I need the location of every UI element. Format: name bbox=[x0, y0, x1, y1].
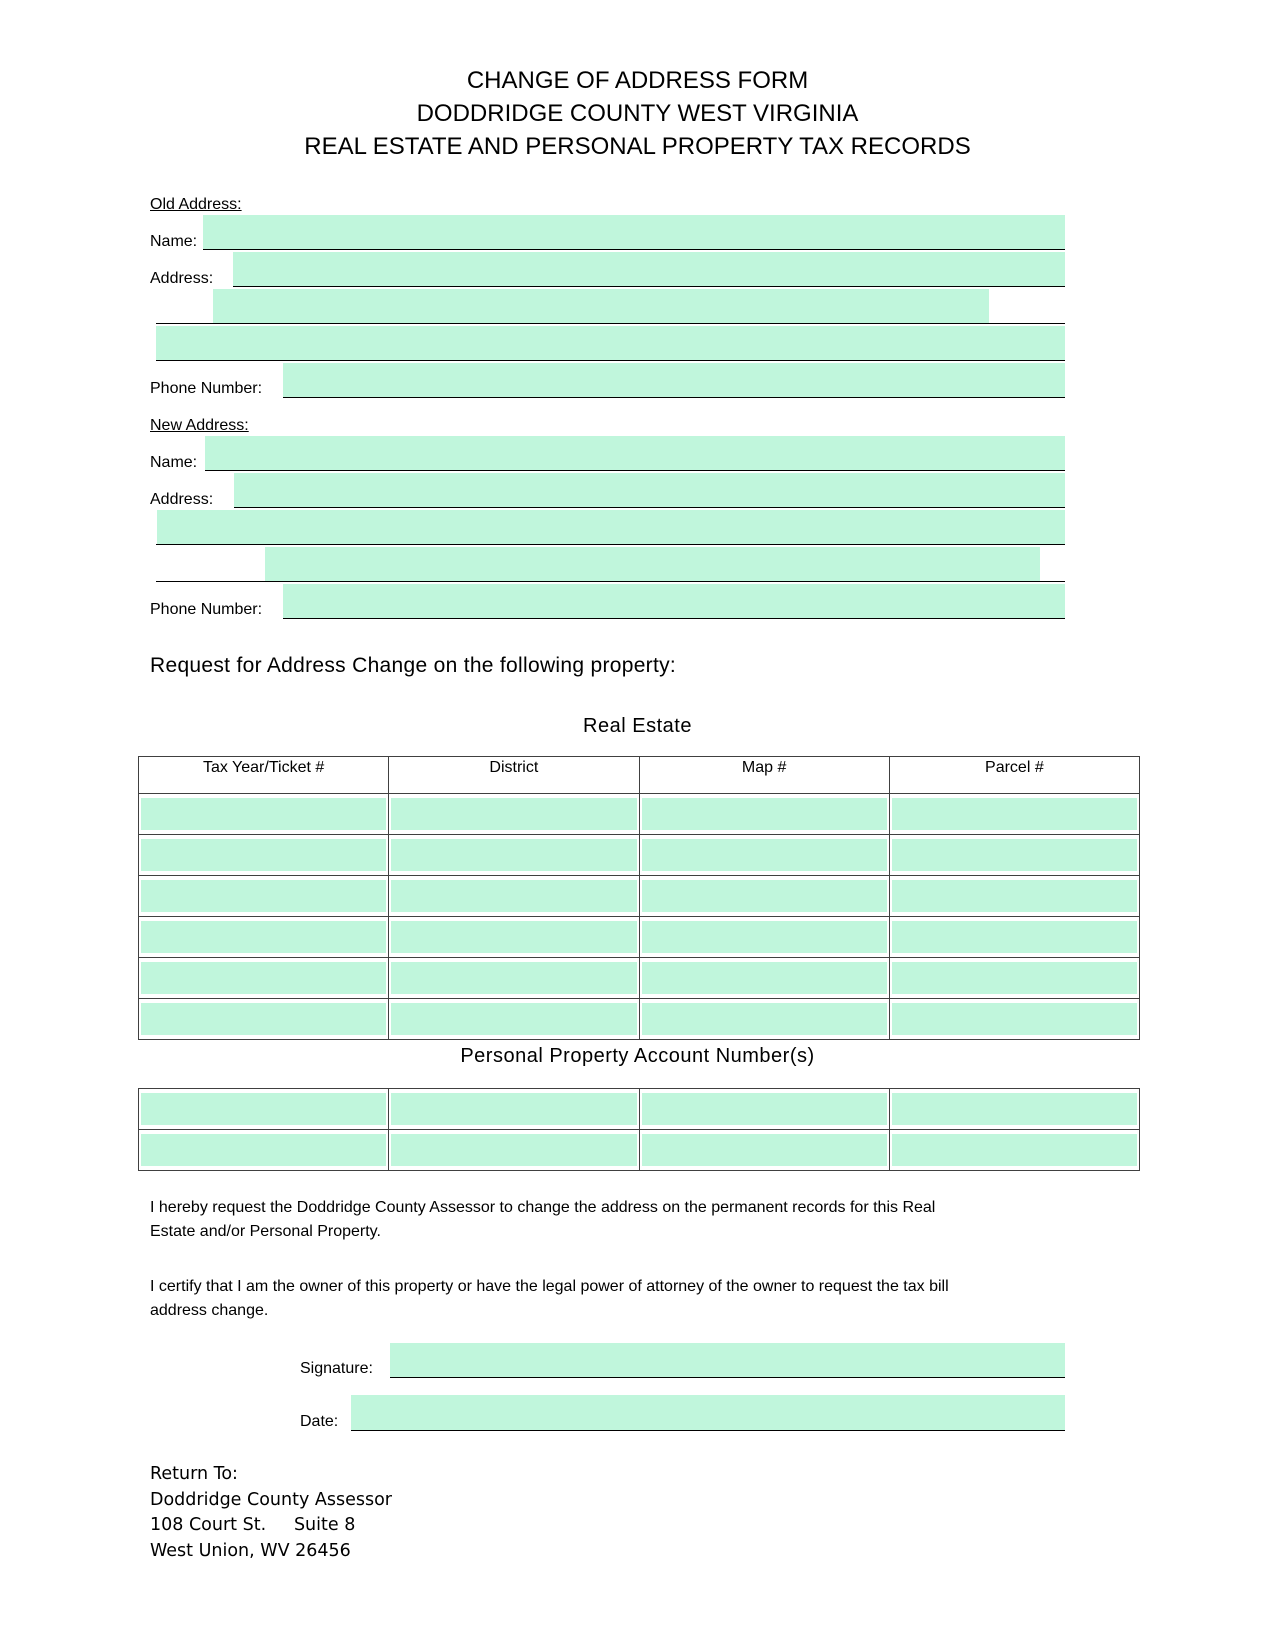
table-cell bbox=[889, 958, 1139, 999]
new-address-line2-input[interactable] bbox=[157, 510, 1065, 544]
new-phone-input[interactable] bbox=[283, 584, 1065, 618]
district-input[interactable] bbox=[391, 921, 636, 953]
old-phone-input[interactable] bbox=[283, 363, 1065, 397]
table-cell bbox=[389, 1089, 639, 1130]
old-phone-underline bbox=[283, 397, 1065, 398]
new-address-heading: New Address: bbox=[150, 417, 249, 434]
new-name-underline bbox=[205, 470, 1065, 471]
old-name-underline bbox=[203, 249, 1065, 250]
old-address-line3-input[interactable] bbox=[156, 326, 1065, 360]
table-row bbox=[139, 1089, 1140, 1130]
old-address-label: Address: bbox=[150, 270, 214, 287]
table-cell bbox=[639, 876, 889, 917]
parcel-input[interactable] bbox=[892, 839, 1137, 871]
map-input[interactable] bbox=[642, 1003, 887, 1035]
table-cell bbox=[389, 1130, 639, 1171]
map-input[interactable] bbox=[642, 798, 887, 830]
tax-year-input[interactable] bbox=[141, 839, 386, 871]
real-estate-title: Real Estate bbox=[583, 715, 692, 737]
parcel-input[interactable] bbox=[892, 798, 1137, 830]
table-cell bbox=[389, 835, 639, 876]
parcel-input[interactable] bbox=[892, 962, 1137, 994]
old-address-heading: Old Address: bbox=[150, 196, 242, 213]
date-label: Date: bbox=[300, 1413, 339, 1430]
district-input[interactable] bbox=[391, 880, 636, 912]
signature-label: Signature: bbox=[300, 1360, 373, 1377]
district-input[interactable] bbox=[391, 839, 636, 871]
request-heading: Request for Address Change on the following property: bbox=[150, 654, 677, 677]
certify-statement-line1: I certify that I am the owner of this property or have the legal power of attorney of the owner to request the tax bill bbox=[150, 1278, 949, 1295]
old-address-line3-underline bbox=[156, 360, 1065, 361]
new-phone-label: Phone Number: bbox=[150, 601, 263, 618]
real-estate-table bbox=[138, 756, 1140, 1040]
parcel-input[interactable] bbox=[892, 921, 1137, 953]
new-address-line1-underline bbox=[234, 507, 1065, 508]
old-address-line2-underline bbox=[156, 323, 1065, 324]
table-cell bbox=[139, 1089, 389, 1130]
table-cell bbox=[139, 917, 389, 958]
table-cell bbox=[389, 999, 639, 1040]
table-cell bbox=[889, 999, 1139, 1040]
table-row bbox=[139, 917, 1140, 958]
table-cell bbox=[389, 876, 639, 917]
account-number-input[interactable] bbox=[642, 1134, 887, 1166]
new-name-input[interactable] bbox=[205, 436, 1065, 470]
table-cell bbox=[139, 999, 389, 1040]
map-input[interactable] bbox=[642, 921, 887, 953]
table-cell bbox=[389, 917, 639, 958]
account-number-input[interactable] bbox=[141, 1093, 386, 1125]
county-title: DODDRIDGE COUNTY WEST VIRGINIA bbox=[416, 100, 859, 127]
tax-year-input[interactable] bbox=[141, 921, 386, 953]
new-address-line2-underline bbox=[156, 544, 1065, 545]
map-input[interactable] bbox=[642, 962, 887, 994]
return-to-label: Return To: bbox=[150, 1464, 238, 1484]
table-cell bbox=[139, 1130, 389, 1171]
table-cell bbox=[639, 1089, 889, 1130]
column-header-tax-year: Tax Year/Ticket # bbox=[139, 757, 389, 794]
request-statement-line2: Estate and/or Personal Property. bbox=[150, 1223, 381, 1240]
table-row bbox=[139, 794, 1140, 835]
table-cell bbox=[139, 958, 389, 999]
table-cell bbox=[889, 794, 1139, 835]
district-input[interactable] bbox=[391, 1003, 636, 1035]
map-input[interactable] bbox=[642, 839, 887, 871]
table-cell bbox=[639, 917, 889, 958]
account-number-input[interactable] bbox=[391, 1134, 636, 1166]
old-address-line1-underline bbox=[233, 286, 1065, 287]
table-cell bbox=[889, 1089, 1139, 1130]
table-cell bbox=[889, 1130, 1139, 1171]
table-row bbox=[139, 1130, 1140, 1171]
old-name-input[interactable] bbox=[203, 215, 1065, 249]
new-address-line1-input[interactable] bbox=[234, 473, 1065, 507]
date-input[interactable] bbox=[351, 1395, 1065, 1430]
column-header-parcel: Parcel # bbox=[889, 757, 1139, 794]
table-row bbox=[139, 958, 1140, 999]
date-underline bbox=[351, 1430, 1065, 1431]
table-cell bbox=[139, 835, 389, 876]
table-cell bbox=[639, 835, 889, 876]
table-cell bbox=[639, 794, 889, 835]
account-number-input[interactable] bbox=[391, 1093, 636, 1125]
return-street: 108 Court St. Suite 8 bbox=[150, 1515, 356, 1535]
form-title: CHANGE OF ADDRESS FORM bbox=[466, 67, 809, 94]
return-office: Doddridge County Assessor bbox=[150, 1489, 393, 1510]
return-address-block bbox=[150, 1462, 392, 1564]
return-city: West Union, WV 26456 bbox=[150, 1540, 351, 1561]
table-cell bbox=[139, 876, 389, 917]
request-statement-line1: I hereby request the Doddridge County Assessor to change the address on the permanent records for this Real bbox=[150, 1199, 936, 1216]
old-name-label: Name: bbox=[150, 233, 198, 250]
new-address-line3-input[interactable] bbox=[265, 547, 1040, 581]
parcel-input[interactable] bbox=[892, 1003, 1137, 1035]
old-address-line1-input[interactable] bbox=[233, 252, 1065, 286]
map-input[interactable] bbox=[642, 880, 887, 912]
signature-underline bbox=[390, 1377, 1065, 1378]
district-input[interactable] bbox=[391, 798, 636, 830]
table-cell bbox=[389, 958, 639, 999]
table-row bbox=[139, 835, 1140, 876]
request-statement bbox=[150, 1196, 1030, 1244]
signature-input[interactable] bbox=[390, 1343, 1065, 1377]
certify-statement-line2: address change. bbox=[150, 1302, 269, 1319]
new-address-label: Address: bbox=[150, 491, 214, 508]
column-header-district: District bbox=[389, 757, 639, 794]
tax-year-input[interactable] bbox=[141, 880, 386, 912]
new-phone-underline bbox=[283, 618, 1065, 619]
table-cell bbox=[639, 958, 889, 999]
certify-statement bbox=[150, 1275, 1030, 1323]
tax-year-input[interactable] bbox=[141, 1003, 386, 1035]
account-number-input[interactable] bbox=[892, 1134, 1137, 1166]
table-cell bbox=[639, 1130, 889, 1171]
table-header-row bbox=[139, 757, 1140, 794]
table-cell bbox=[889, 876, 1139, 917]
table-cell bbox=[889, 917, 1139, 958]
table-cell bbox=[889, 835, 1139, 876]
column-header-map: Map # bbox=[639, 757, 889, 794]
account-number-input[interactable] bbox=[892, 1093, 1137, 1125]
district-input[interactable] bbox=[391, 962, 636, 994]
parcel-input[interactable] bbox=[892, 880, 1137, 912]
new-address-line3-underline bbox=[156, 581, 1065, 582]
table-row bbox=[139, 876, 1140, 917]
table-cell bbox=[639, 999, 889, 1040]
table-cell bbox=[389, 794, 639, 835]
tax-year-input[interactable] bbox=[141, 962, 386, 994]
old-phone-label: Phone Number: bbox=[150, 380, 263, 397]
account-number-input[interactable] bbox=[141, 1134, 386, 1166]
personal-property-title: Personal Property Account Number(s) bbox=[460, 1045, 815, 1067]
table-cell bbox=[139, 794, 389, 835]
old-address-line2-input[interactable] bbox=[213, 289, 989, 323]
new-name-label: Name: bbox=[150, 454, 198, 471]
account-number-input[interactable] bbox=[642, 1093, 887, 1125]
table-row bbox=[139, 999, 1140, 1040]
personal-property-table bbox=[138, 1088, 1140, 1171]
records-title: REAL ESTATE AND PERSONAL PROPERTY TAX RECORDS bbox=[304, 133, 971, 160]
tax-year-input[interactable] bbox=[141, 798, 386, 830]
